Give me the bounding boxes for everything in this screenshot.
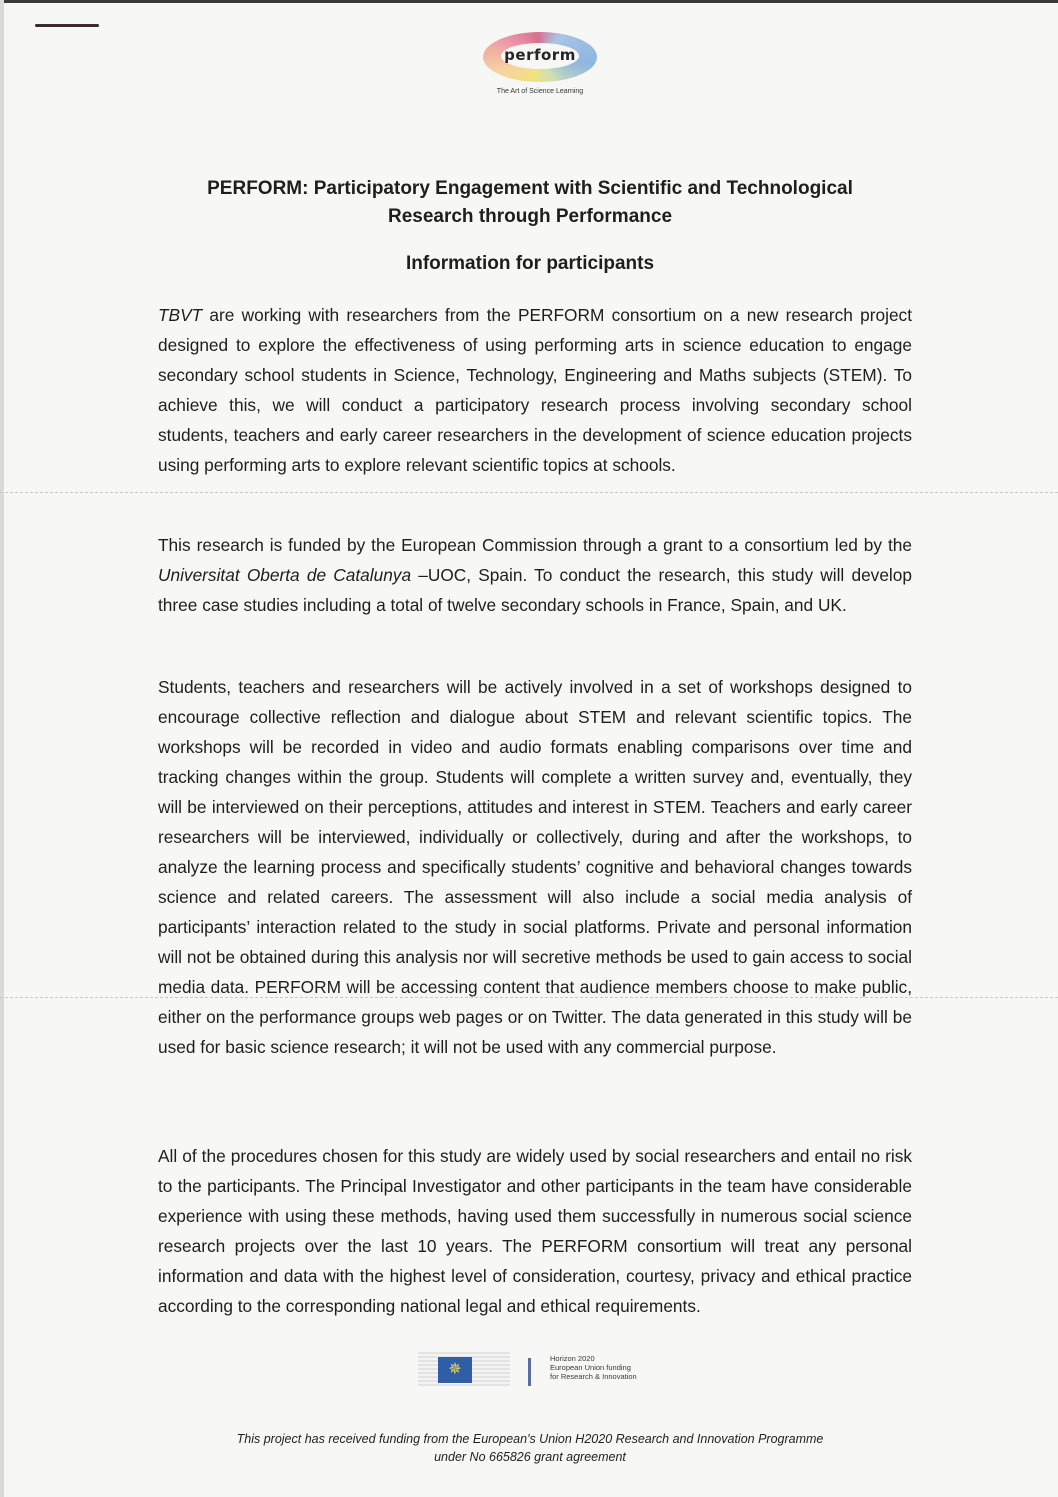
horizon-line-1: Horizon 2020 [550,1354,595,1363]
scan-edge-left [0,0,4,1497]
paper-fold-line [0,492,1058,494]
paragraph-funding [158,530,912,620]
paragraph-ethics: All of the procedures chosen for this study are widely used by social researchers and entail no risk to the participants. The Principal Investigator and other participants in the team have considerable experience with using these methods, having used them successfully in numerous social science research projects over the last 10 years. The PERFORM consortium will treat any personal information and data with the highest level of consideration, courtesy, privacy and ethical practice according to the corresponding national legal and ethical requirements. [158,1146,912,1316]
logo-tagline: The Art of Science Learning [496,88,584,95]
pen-mark [35,24,99,27]
page-subtitle: Information for participants [405,253,655,274]
paragraph-text: are working with researchers from the PERFORM consortium on a new research project designed to explore the effectiveness of using performing arts in science education to engage secondary school students in Science, Technology, Engineering and Maths subjects (STEM). To achieve this, we will conduct a participatory research process involving secondary school students, teachers and early career researchers in the development of science education projects using performing arts to explore relevant scientific topics at schools. [158,305,912,475]
paragraph-text: –UOC, Spain. To conduct the research, this study will develop three case studies including a total of twelve secondary schools in France, Spain, and UK. [158,565,912,615]
university-name: Universitat Oberta de Catalunya [158,565,412,585]
european-commission-logo [418,1352,510,1386]
organization-name: TBVT [158,305,203,325]
paragraph-methods: Students, teachers and researchers will be actively involved in a set of workshops designed to encourage collective reflection and dialogue about STEM and relevant scientific topics. The workshops will be recorded in video and audio formats enabling comparisons over time and tracking changes within the group. Students will complete a written survey and, eventually, they will be interviewed on their perceptions, attitudes and interest in STEM. Teachers and early career researchers will be interviewed, individually or collectively, during and after the workshops, to analyze the learning process and specifically students’ cognitive and behavioral changes towards science and related careers. The assessment will also include a social media analysis of participants’ interaction related to the study in social platforms. Private and personal information will not be obtained during this analysis nor will secretive methods be used to gain access to social media data. PERFORM will be accessing content that audience members choose to make public, either on the performance groups web pages or on Twitter. The data generated in this study will be used for basic science research; it will not be used with any commercial purpose. [158,677,912,1057]
footer-line-1: This project has received funding from the European's Union H2020 Research and Innovation Programme [236,1432,824,1446]
horizon-line-3: for Research & Innovation [550,1372,637,1381]
paragraph-text: This research is funded by the European Commission through a grant to a consortium led by the [158,535,912,555]
logo-wordmark: perform [504,46,576,64]
scan-edge-top [0,0,1058,3]
horizon-line-2: European Union funding [550,1363,631,1372]
title-line-2: Research through Performance [387,206,673,227]
perform-logo [475,30,605,100]
logo-divider [528,1358,531,1386]
page-title [140,175,920,231]
paper-fold-line [0,997,1058,999]
paragraph-intro [158,300,912,480]
funding-footer [140,1430,920,1466]
title-line-1: PERFORM: Participatory Engagement with Scientific and Technological [207,178,853,199]
footer-line-2: under No 665826 grant agreement [434,1450,626,1464]
eu-stars-icon: ✵ [448,1361,462,1378]
horizon-2020-label [550,1354,637,1381]
funding-logos [418,1352,678,1398]
eu-flag-icon [438,1357,472,1383]
